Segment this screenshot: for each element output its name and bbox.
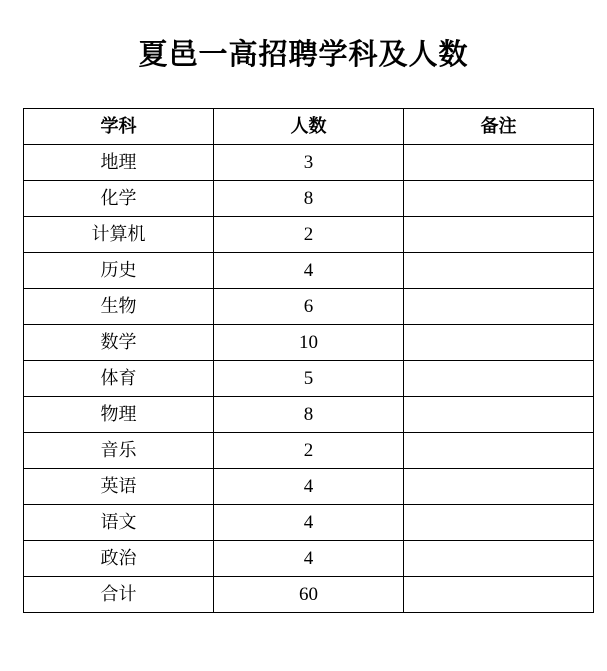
- cell-note: [404, 577, 594, 613]
- cell-count: 4: [214, 541, 404, 577]
- cell-count: 8: [214, 397, 404, 433]
- header-note: 备注: [404, 109, 594, 145]
- table-row: [24, 217, 594, 253]
- cell-count: 4: [214, 469, 404, 505]
- cell-note: [404, 397, 594, 433]
- cell-count: 3: [214, 145, 404, 181]
- cell-note: [404, 145, 594, 181]
- cell-subject: 语文: [24, 505, 214, 541]
- cell-count: 4: [214, 505, 404, 541]
- cell-subject: 音乐: [24, 433, 214, 469]
- table-row: [24, 397, 594, 433]
- cell-count: 10: [214, 325, 404, 361]
- cell-count: 4: [214, 253, 404, 289]
- cell-note: [404, 289, 594, 325]
- table-row: [24, 433, 594, 469]
- cell-total-label: 合计: [24, 577, 214, 613]
- table-row: [24, 145, 594, 181]
- cell-subject: 体育: [24, 361, 214, 397]
- table-header-row: [24, 109, 594, 145]
- cell-note: [404, 505, 594, 541]
- header-subject: 学科: [24, 109, 214, 145]
- cell-count: 8: [214, 181, 404, 217]
- cell-count: 2: [214, 433, 404, 469]
- cell-count: 6: [214, 289, 404, 325]
- cell-note: [404, 217, 594, 253]
- cell-subject: 历史: [24, 253, 214, 289]
- cell-note: [404, 253, 594, 289]
- cell-subject: 英语: [24, 469, 214, 505]
- page-title: 夏邑一高招聘学科及人数: [138, 37, 469, 71]
- table-total-row: [24, 577, 594, 613]
- table-row: [24, 469, 594, 505]
- cell-note: [404, 433, 594, 469]
- cell-note: [404, 325, 594, 361]
- cell-note: [404, 541, 594, 577]
- cell-count: 2: [214, 217, 404, 253]
- table-row: [24, 361, 594, 397]
- cell-count: 5: [214, 361, 404, 397]
- cell-total-count: 60: [214, 577, 404, 613]
- cell-subject: 化学: [24, 181, 214, 217]
- table-row: [24, 289, 594, 325]
- cell-subject: 计算机: [24, 217, 214, 253]
- table-row: [24, 325, 594, 361]
- cell-note: [404, 361, 594, 397]
- cell-subject: 物理: [24, 397, 214, 433]
- cell-subject: 数学: [24, 325, 214, 361]
- header-count: 人数: [214, 109, 404, 145]
- table-row: [24, 253, 594, 289]
- cell-note: [404, 181, 594, 217]
- cell-subject: 地理: [24, 145, 214, 181]
- recruitment-table: [23, 108, 594, 613]
- table-row: [24, 181, 594, 217]
- table-row: [24, 505, 594, 541]
- cell-subject: 生物: [24, 289, 214, 325]
- cell-note: [404, 469, 594, 505]
- cell-subject: 政治: [24, 541, 214, 577]
- table-row: [24, 541, 594, 577]
